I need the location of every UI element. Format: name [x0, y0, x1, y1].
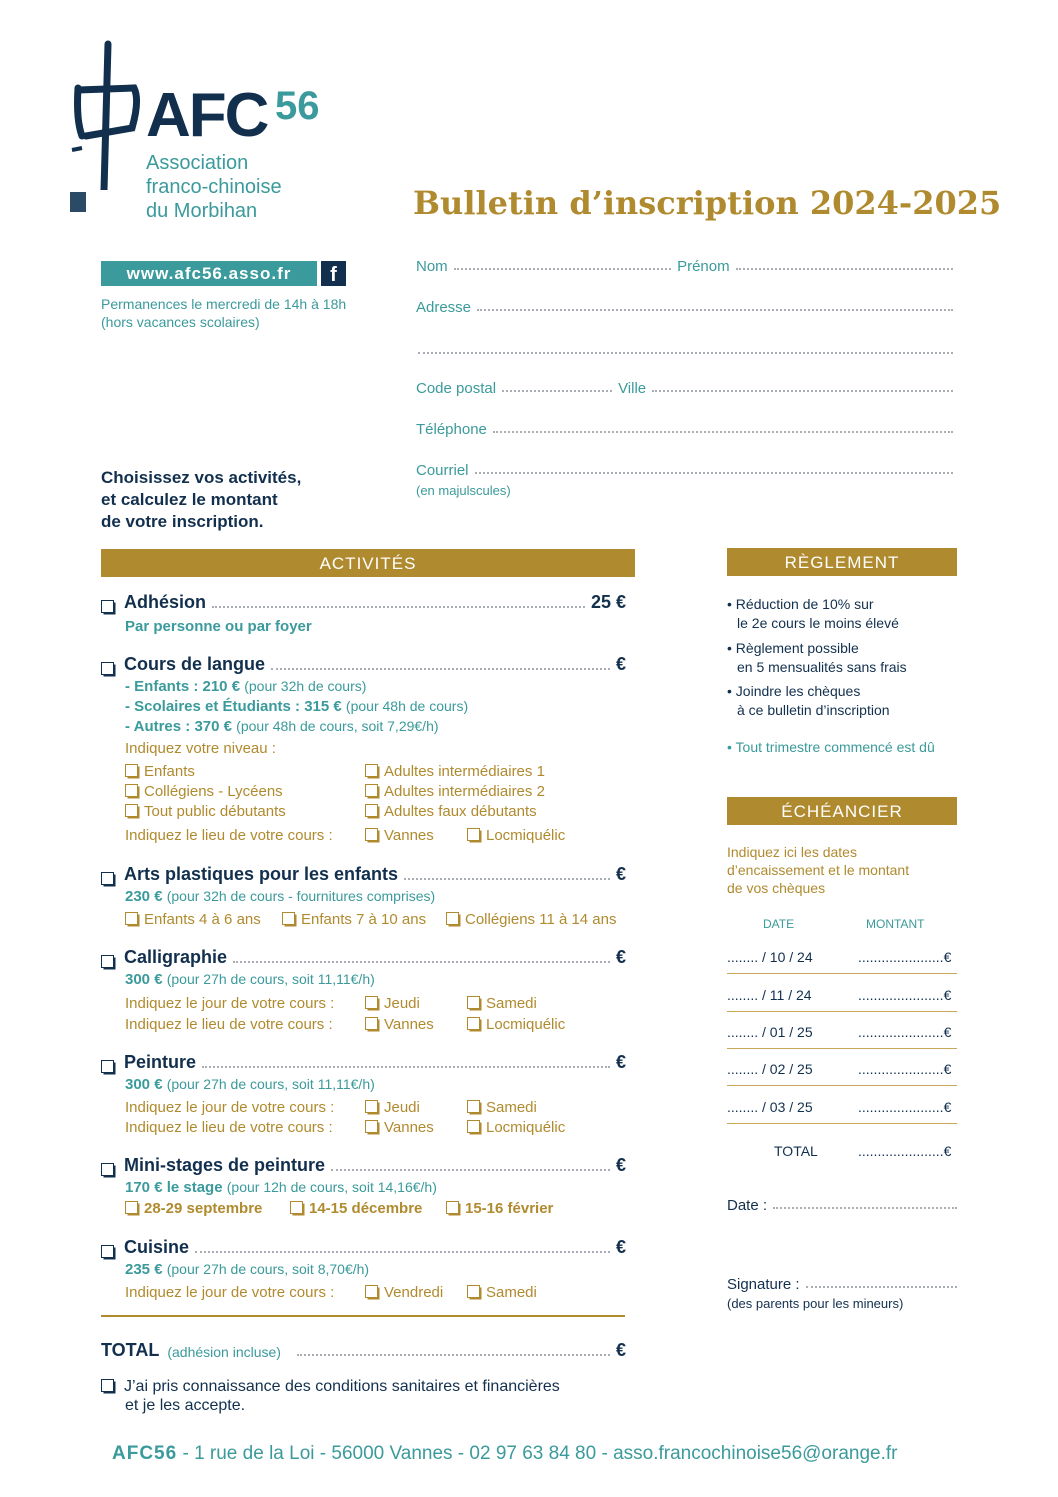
- arts-price: 230 € (pour 32h de cours - fournitures comprises): [125, 888, 436, 905]
- schedule-row-4[interactable]: ........ / 02 / 25 ......................€: [727, 1057, 957, 1086]
- cp-ville-row: [416, 380, 953, 397]
- activites-header: ACTIVITÉS: [101, 549, 635, 577]
- cuisine-price: 235 € (pour 27h de cours, soit 8,70€/h): [125, 1261, 370, 1278]
- permanence-line-2: (hors vacances scolaires): [101, 314, 260, 330]
- reglement-bullet-1b: le 2e cours le moins élevé: [737, 615, 899, 631]
- cuisine-jour-samedi[interactable]: Samedi: [467, 1284, 537, 1301]
- adhesion-title: Adhésion: [124, 592, 207, 612]
- langue-checkbox[interactable]: [101, 662, 114, 675]
- prenom-field[interactable]: [736, 268, 953, 270]
- langue-price-2: - Scolaires et Étudiants : 315 € (pour 48h de cours): [125, 698, 469, 715]
- logo-brand: AFC: [146, 81, 268, 150]
- permanence-line-1: Permanences le mercredi de 14h à 18h: [101, 296, 347, 312]
- echeancier-intro-1: Indiquez ici les dates: [727, 844, 857, 860]
- schedule-row-2[interactable]: ........ / 11 / 24 ......................€: [727, 983, 957, 1012]
- intro-line-1: Choisissez vos activités,: [101, 468, 302, 487]
- courriel-field[interactable]: [475, 472, 953, 474]
- adhesion-row: [101, 592, 626, 613]
- logo-number: 56: [275, 84, 320, 128]
- calligraphie-row: [101, 947, 626, 968]
- peinture-lieu-label: Indiquez le lieu de votre cours :: [125, 1119, 333, 1136]
- stages-option-decembre[interactable]: 14-15 décembre: [290, 1200, 422, 1217]
- stages-row: [101, 1155, 626, 1176]
- arts-row: [101, 864, 626, 885]
- calligraphie-jour-jeudi[interactable]: Jeudi: [365, 995, 420, 1012]
- accept-line-2: et je les accepte.: [125, 1397, 246, 1414]
- intro-line-2: et calculez le montant: [101, 490, 278, 509]
- peinture-jour-jeudi[interactable]: Jeudi: [365, 1099, 420, 1116]
- date-label: Date :: [727, 1197, 768, 1214]
- echeancier-intro-3: de vos chèques: [727, 880, 826, 896]
- echeancier-intro-2: d’encaissement et le montant: [727, 862, 910, 878]
- arts-option-4-6[interactable]: Enfants 4 à 6 ans: [125, 911, 261, 928]
- peinture-jour-label: Indiquez le jour de votre cours :: [125, 1099, 335, 1116]
- nom-field[interactable]: [454, 268, 671, 270]
- peinture-jour-samedi[interactable]: Samedi: [467, 1099, 537, 1116]
- total-field[interactable]: [297, 1354, 610, 1356]
- reglement-bullet-2b: en 5 mensualités sans frais: [737, 659, 907, 675]
- peinture-price: 300 € (pour 27h de cours, soit 11,11€/h): [125, 1076, 375, 1093]
- langue-lieu-label: Indiquez le lieu de votre cours :: [125, 827, 333, 844]
- adhesion-checkbox[interactable]: [101, 600, 114, 613]
- reglement-bullet-3b: à ce bulletin d’inscription: [737, 702, 890, 718]
- schedule-row-3[interactable]: ........ / 01 / 25 ......................€: [727, 1020, 957, 1049]
- arts-option-7-10[interactable]: Enfants 7 à 10 ans: [282, 911, 426, 928]
- total-note: (adhésion incluse): [167, 1344, 281, 1360]
- stages-checkbox[interactable]: [101, 1163, 114, 1176]
- date-field[interactable]: [773, 1207, 957, 1209]
- adresse-field-2[interactable]: [418, 352, 953, 354]
- code-postal-label: Code postal: [416, 380, 497, 397]
- nom-label: Nom: [416, 258, 448, 275]
- langue-title: Cours de langue: [124, 654, 266, 674]
- calligraphie-euro: €: [615, 947, 626, 967]
- echeancier-header: ÉCHÉANCIER: [727, 797, 957, 825]
- website-link[interactable]: www.afc56.asso.fr: [101, 261, 317, 286]
- adhesion-note: Par personne ou par foyer: [125, 618, 312, 635]
- reglement-bullet-4: • Tout trimestre commencé est dû: [727, 739, 935, 755]
- reglement-bullet-3a: • Joindre les chèques: [727, 683, 861, 699]
- arts-option-11-14[interactable]: Collégiens 11 à 14 ans: [446, 911, 617, 928]
- calligraphie-jour-samedi[interactable]: Samedi: [467, 995, 537, 1012]
- niveau-option-tout-public[interactable]: Tout public débutants: [125, 803, 286, 820]
- arts-euro: €: [615, 864, 626, 884]
- logo-line-3: du Morbihan: [146, 200, 258, 222]
- calligraphie-lieu-label: Indiquez le lieu de votre cours :: [125, 1016, 333, 1033]
- peinture-lieu-locmiquelic[interactable]: Locmiquélic: [467, 1119, 565, 1136]
- langue-euro: €: [615, 654, 626, 674]
- activities-divider: [101, 1315, 625, 1317]
- calligraphie-jour-label: Indiquez le jour de votre cours :: [125, 995, 335, 1012]
- schedule-total-label: TOTAL: [774, 1143, 818, 1159]
- facebook-icon[interactable]: f: [321, 261, 346, 286]
- courriel-row: [416, 462, 953, 479]
- accept-checkbox[interactable]: [101, 1379, 114, 1392]
- logo-line-1: Association: [146, 152, 249, 174]
- intro-line-3: de votre inscription.: [101, 512, 264, 531]
- peinture-checkbox[interactable]: [101, 1060, 114, 1073]
- arts-checkbox[interactable]: [101, 872, 114, 885]
- adresse-field[interactable]: [477, 309, 953, 311]
- date-row: [727, 1197, 957, 1214]
- niveau-option-adultes-inter-2[interactable]: Adultes intermédiaires 2: [365, 783, 545, 800]
- langue-lieu-locmiquelic[interactable]: Locmiquélic: [467, 827, 565, 844]
- total-euro: €: [615, 1340, 626, 1360]
- calligraphie-lieu-locmiquelic[interactable]: Locmiquélic: [467, 1016, 565, 1033]
- reglement-bullet-2a: • Règlement possible: [727, 640, 859, 656]
- cuisine-checkbox[interactable]: [101, 1245, 114, 1258]
- adresse-row: [416, 299, 953, 316]
- accept-line-1: J’ai pris connaissance des conditions sanitaires et financières: [101, 1378, 560, 1396]
- footer: [112, 1443, 897, 1465]
- total-label: TOTAL: [101, 1340, 160, 1360]
- langue-price-1: - Enfants : 210 € (pour 32h de cours): [125, 678, 367, 695]
- total-row: [101, 1340, 626, 1361]
- stages-option-fevrier[interactable]: 15-16 février: [446, 1200, 553, 1217]
- schedule-row-5[interactable]: ........ / 03 / 25 ......................€: [727, 1095, 957, 1124]
- schedule-row-1[interactable]: ........ / 10 / 24 ......................€: [727, 945, 957, 974]
- niveau-option-enfants[interactable]: Enfants: [125, 763, 195, 780]
- niveau-option-faux-debutants[interactable]: Adultes faux débutants: [365, 803, 537, 820]
- stages-price: 170 € le stage (pour 12h de cours, soit 14,16€/h): [125, 1179, 437, 1196]
- footer-address: - 1 rue de la Loi - 56000 Vannes - 02 97 63 84 80 - asso.francochinoise56@orange.fr: [177, 1443, 898, 1464]
- seal-stamp: [70, 192, 86, 212]
- calligraphie-checkbox[interactable]: [101, 955, 114, 968]
- stages-title: Mini-stages de peinture: [124, 1155, 326, 1175]
- cuisine-jour-vendredi[interactable]: Vendredi: [365, 1284, 443, 1301]
- col-montant: MONTANT: [866, 917, 925, 931]
- ville-label: Ville: [618, 380, 647, 397]
- cuisine-euro: €: [615, 1237, 626, 1257]
- niveau-option-adultes-inter-1[interactable]: Adultes intermédiaires 1: [365, 763, 545, 780]
- telephone-label: Téléphone: [416, 421, 487, 438]
- peinture-lieu-vannes[interactable]: Vannes: [365, 1119, 434, 1136]
- reglement-header: RÈGLEMENT: [727, 548, 957, 576]
- courriel-note: (en majulscules): [416, 483, 511, 498]
- prenom-label: Prénom: [677, 258, 730, 275]
- cuisine-row: [101, 1237, 626, 1258]
- cuisine-jour-label: Indiquez le jour de votre cours :: [125, 1284, 335, 1301]
- footer-brand: AFC56: [112, 1443, 178, 1464]
- arts-title: Arts plastiques pour les enfants: [124, 864, 399, 884]
- schedule-total-amount[interactable]: ......................€: [858, 1143, 952, 1159]
- logo: [68, 40, 348, 230]
- code-postal-field[interactable]: [502, 390, 612, 392]
- page-title: Bulletin d’inscription 2024-2025: [413, 184, 1002, 222]
- niveau-option-collegiens[interactable]: Collégiens - Lycéens: [125, 783, 283, 800]
- signature-row: [727, 1276, 957, 1293]
- langue-row: [101, 654, 626, 675]
- signature-field[interactable]: [806, 1286, 957, 1288]
- nom-prenom-row: [416, 258, 953, 275]
- peinture-title: Peinture: [124, 1052, 197, 1072]
- langue-price-3: - Autres : 370 € (pour 48h de cours, soit 7,29€/h): [125, 718, 439, 735]
- ville-field[interactable]: [652, 390, 953, 392]
- telephone-field[interactable]: [493, 431, 953, 433]
- cuisine-title: Cuisine: [124, 1237, 190, 1257]
- adresse-label: Adresse: [416, 299, 472, 316]
- stages-euro: €: [615, 1155, 626, 1175]
- telephone-row: [416, 421, 953, 438]
- calligraphie-title: Calligraphie: [124, 947, 228, 967]
- peinture-row: [101, 1052, 626, 1073]
- col-date: DATE: [763, 917, 795, 931]
- signature-note: (des parents pour les mineurs): [727, 1296, 904, 1311]
- calligraphie-lieu-vannes[interactable]: Vannes: [365, 1016, 434, 1033]
- stages-option-septembre[interactable]: 28-29 septembre: [125, 1200, 262, 1217]
- langue-lieu-vannes[interactable]: Vannes: [365, 827, 434, 844]
- peinture-euro: €: [615, 1052, 626, 1072]
- reglement-bullet-1a: • Réduction de 10% sur: [727, 596, 874, 612]
- signature-label: Signature :: [727, 1276, 800, 1293]
- courriel-label: Courriel: [416, 462, 469, 479]
- logo-line-2: franco-chinoise: [146, 176, 282, 198]
- chinese-character-logo-icon: [68, 40, 148, 190]
- langue-niveau-label: Indiquez votre niveau :: [125, 740, 276, 757]
- calligraphie-price: 300 € (pour 27h de cours, soit 11,11€/h): [125, 971, 375, 988]
- adhesion-price: 25 €: [590, 592, 626, 612]
